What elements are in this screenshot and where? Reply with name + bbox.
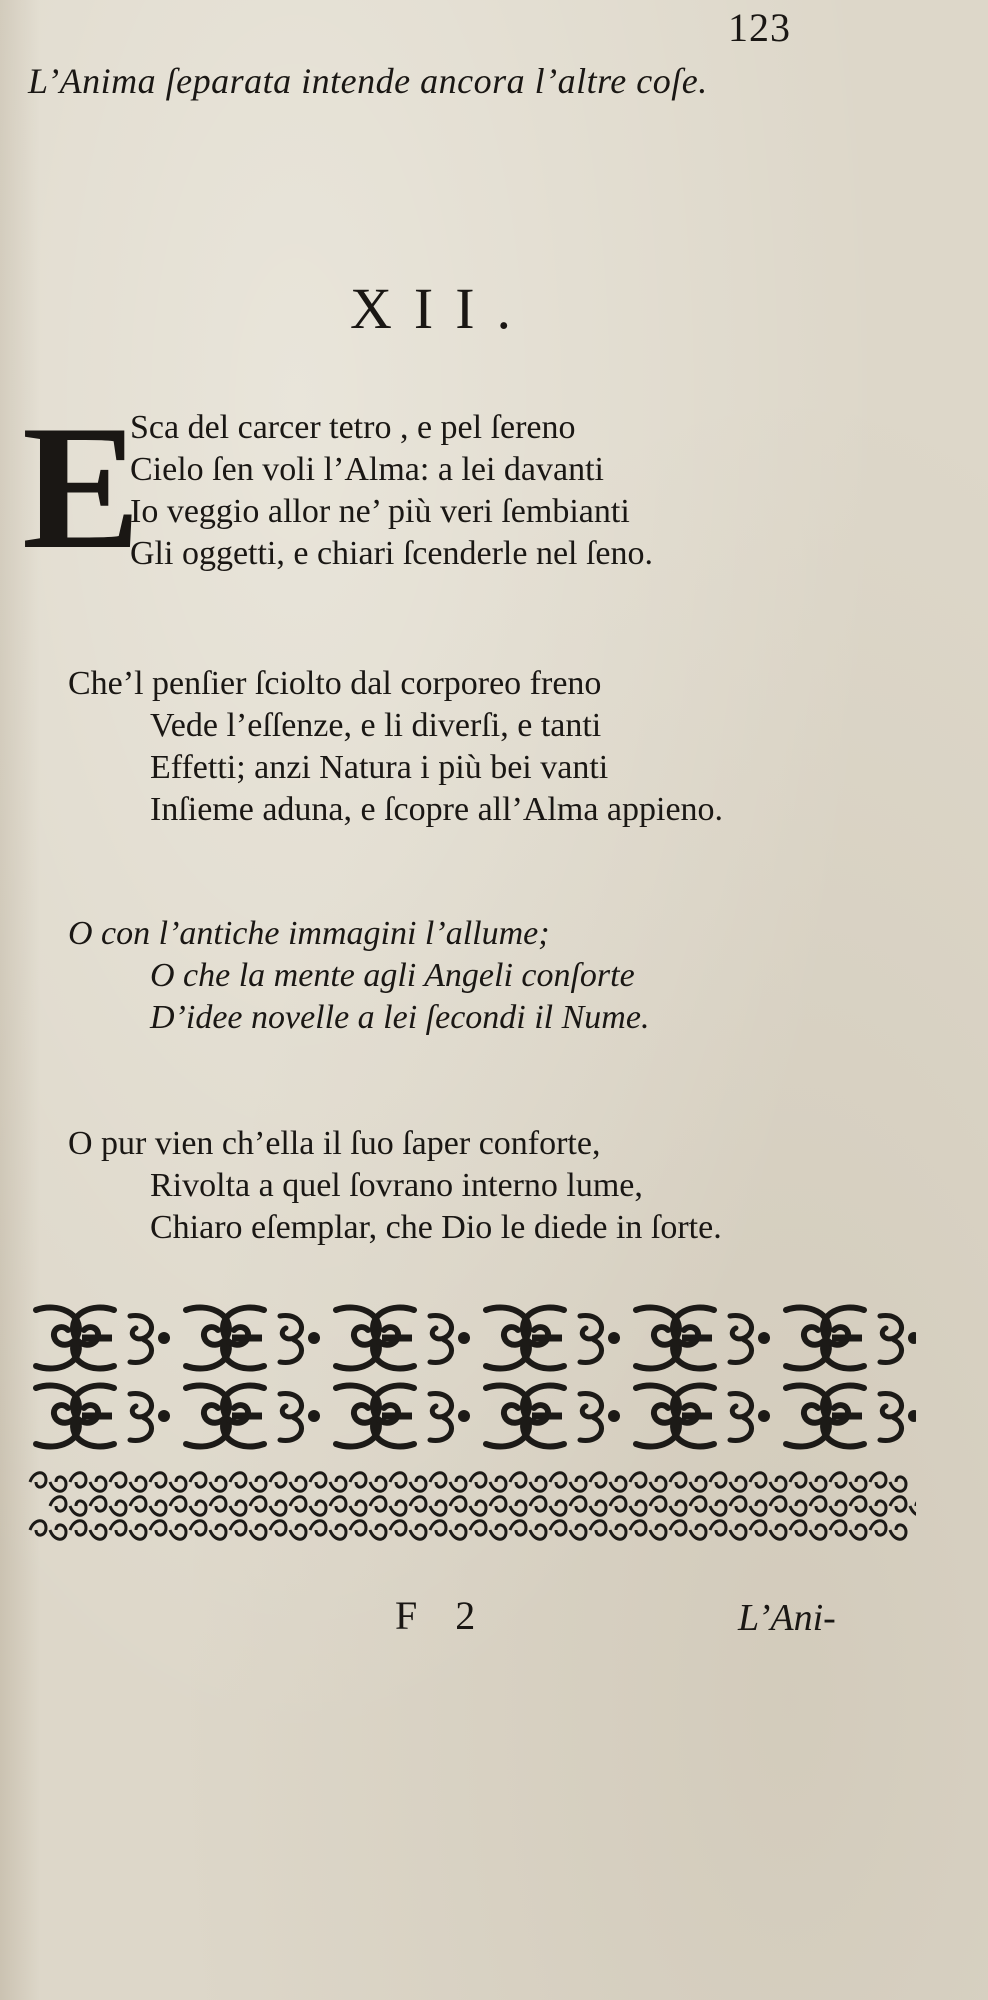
running-head: L’Anima ſeparata intende ancora l’altre coſe. bbox=[28, 61, 708, 101]
verse-line: Vede l’eſſenze, e li diverſi, e tanti bbox=[150, 707, 602, 744]
page-number: 123 bbox=[728, 5, 791, 50]
verse-line: Chiaro eſemplar, che Dio le diede in ſorte. bbox=[150, 1209, 722, 1246]
verse-line: D’idee novelle a lei ſecondi il Nume. bbox=[150, 999, 650, 1036]
verse-line: Sca del carcer tetro , e pel ſereno bbox=[130, 409, 576, 446]
verse-line: Che’l penſier ſciolto dal corporeo freno bbox=[68, 665, 602, 702]
verse-line: Gli oggetti, e chiari ſcenderle nel ſeno. bbox=[130, 535, 654, 572]
scroll-border-ornament bbox=[28, 1304, 916, 1576]
verse-line: O pur vien ch’ella il ſuo ſaper conforte, bbox=[68, 1125, 601, 1162]
verse-line: O che la mente agli Angeli conſorte bbox=[150, 957, 635, 994]
drop-cap-initial: E bbox=[22, 388, 141, 586]
verse-line: Effetti; anzi Natura i più bei vanti bbox=[150, 749, 609, 786]
catchword: L’Ani- bbox=[738, 1597, 836, 1639]
verse-line: Io veggio allor ne’ più veri ſembianti bbox=[130, 493, 630, 530]
printer-signature: F 2 bbox=[395, 1593, 490, 1638]
verse-line: Rivolta a quel ſovrano interno lume, bbox=[150, 1167, 643, 1204]
verse-line: Cielo ſen voli l’Alma: a lei davanti bbox=[130, 451, 604, 488]
verse-line: Inſieme aduna, e ſcopre all’Alma appieno. bbox=[150, 791, 724, 828]
verse-line: O con l’antiche immagini l’allume; bbox=[68, 915, 550, 952]
sonnet-number: XII. bbox=[350, 276, 534, 341]
